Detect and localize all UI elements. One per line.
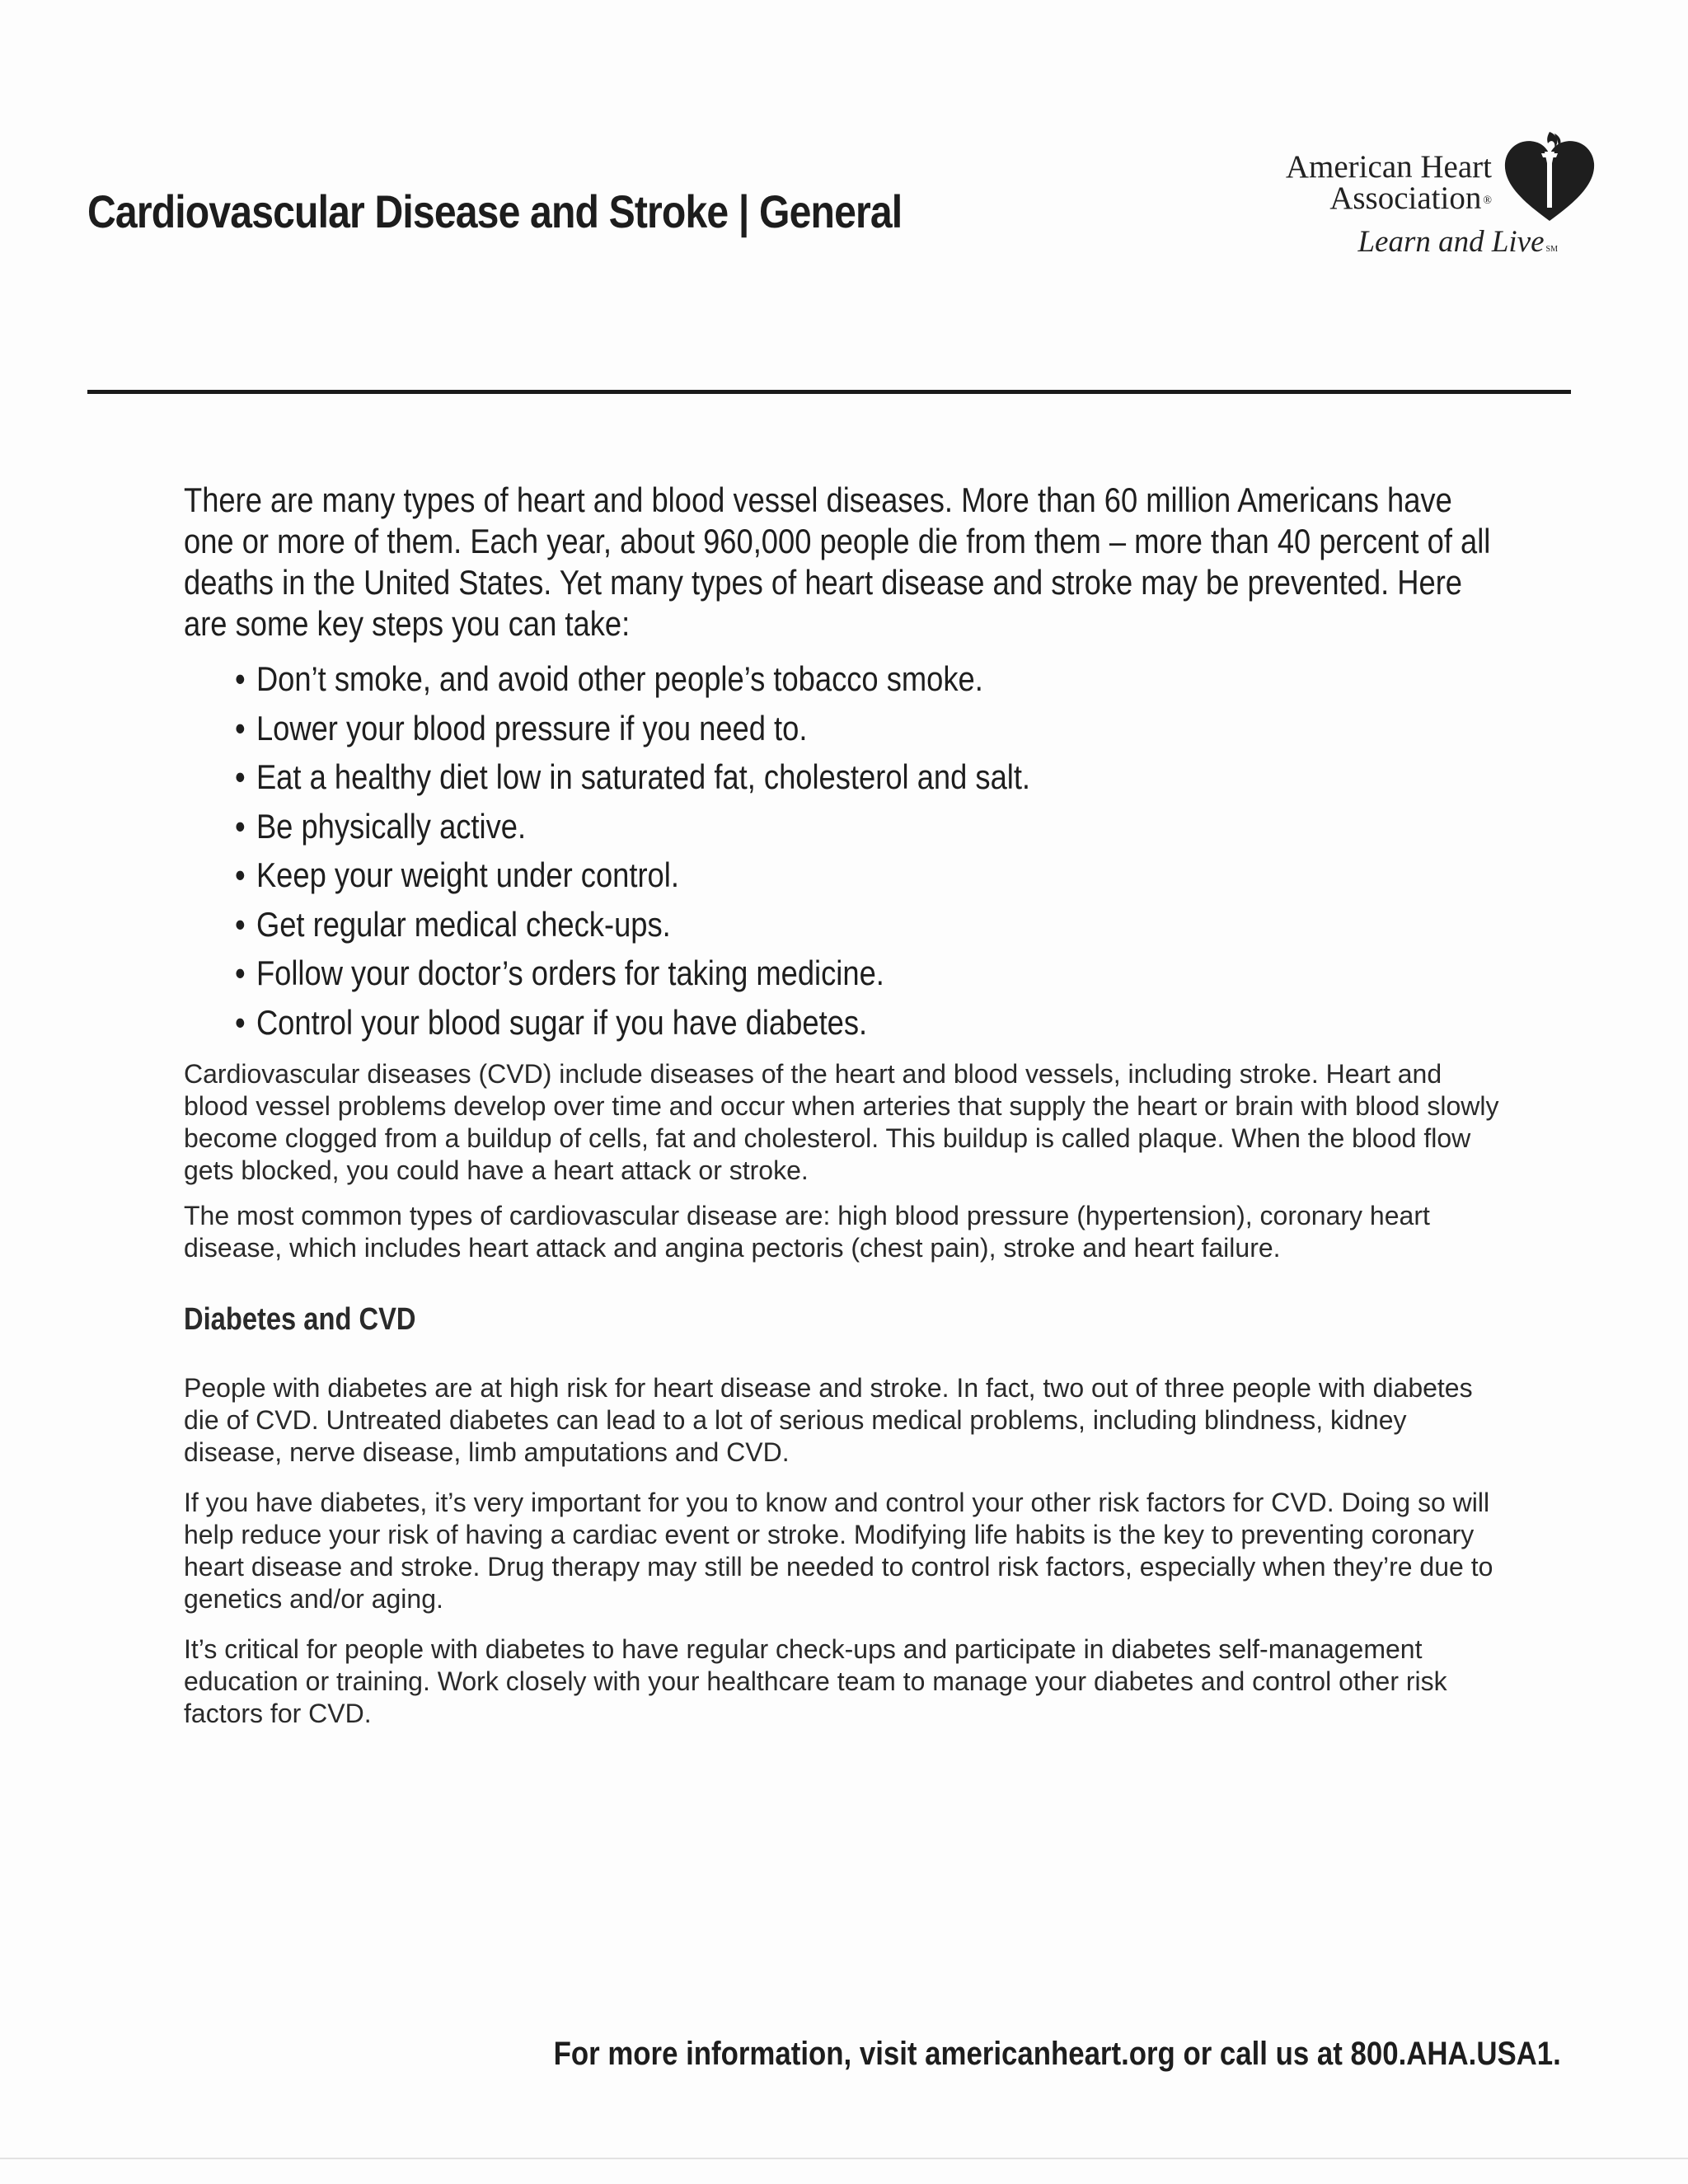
list-item-text: Get regular medical check-ups. [256, 904, 671, 944]
logo-tagline [1357, 224, 1558, 260]
list-item-text: Control your blood sugar if you have diabetes. [256, 1002, 868, 1042]
list-item-text: Keep your weight under control. [256, 855, 679, 894]
list-item [235, 998, 1331, 1047]
logo-line1-text: American Heart [1285, 149, 1492, 185]
list-item [235, 949, 1331, 998]
list-item [235, 704, 1331, 753]
bullet-icon: • [235, 659, 246, 698]
logo-line2-text: Association [1329, 180, 1482, 216]
diabetes-checkups-paragraph: It’s critical for people with diabetes to have regular check-ups and participate in diabetes self-management education or training. Work closely with your healthcare team to manage your diabetes and control other risk factors for CVD. [184, 1634, 1447, 1728]
list-item-text: Lower your blood pressure if you need to. [256, 708, 808, 748]
registered-mark: ® [1483, 194, 1492, 208]
section-heading-diabetes: Diabetes and CVD [184, 1302, 416, 1337]
logo-name-line2 [1329, 180, 1492, 217]
footer-contact-info: For more information, visit americanheart.org or call us at 800.AHA.USA1. [553, 2036, 1561, 2072]
list-item [235, 654, 1331, 704]
list-item [235, 851, 1331, 900]
cvd-definition-paragraph: Cardiovascular diseases (CVD) include diseases of the heart and blood vessels, including stroke. Heart and blood vessel problems develop over time and occur when arteries that supply the heart or brain with blood slowly become clogged from a buildup of cells, fat and cholesterol. This buildup is called plaque. When the blood flow gets blocked, you could have a heart attack or stroke. [184, 1059, 1499, 1185]
list-item [235, 752, 1331, 802]
main-content [184, 480, 1503, 1730]
list-item [235, 900, 1331, 949]
bullet-icon: • [235, 1002, 246, 1042]
list-item-text: Follow your doctor’s orders for taking medicine. [256, 954, 884, 992]
page-bottom-edge [0, 2158, 1688, 2159]
page-title: Cardiovascular Disease and Stroke | General [87, 185, 903, 237]
key-steps-list [184, 654, 1503, 1047]
bullet-icon: • [235, 954, 246, 992]
diabetes-control-paragraph: If you have diabetes, it’s very important for you to know and control your other risk factors for CVD. Doing so will help reduce your risk of having a cardiac event or stroke. Modifying life habits is the key to preventing coronary heart disease and stroke. Drug therapy may still be needed to control risk factors, especially when they’re due to genetics and/or aging. [184, 1488, 1493, 1614]
heart-torch-icon [1500, 129, 1599, 227]
bullet-icon: • [235, 904, 246, 944]
service-mark: SM [1545, 245, 1558, 254]
bullet-icon: • [235, 708, 246, 748]
list-item-text: Eat a healthy diet low in saturated fat, cholesterol and salt. [256, 757, 1031, 796]
bullet-icon: • [235, 757, 246, 796]
list-item [235, 802, 1331, 851]
intro-paragraph: There are many types of heart and blood vessel diseases. More than 60 million Americans have one or more of them. Each year, about 960,000 people die from them – more than 40 percent of all deaths in the United States. Yet many types of heart disease and stroke may be prevented. Here are some key steps you can take: [184, 480, 1491, 643]
list-item-text: Be physically active. [256, 806, 527, 846]
header-divider [87, 390, 1571, 394]
list-item-text: Don’t smoke, and avoid other people’s tobacco smoke. [256, 659, 983, 698]
bullet-icon: • [235, 806, 246, 846]
logo-tagline-text: Learn and Live [1357, 225, 1545, 259]
cvd-types-paragraph: The most common types of cardiovascular disease are: high blood pressure (hypertension), coronary heart disease, which includes heart attack and angina pectoris (chest pain), stroke and heart failure. [184, 1201, 1430, 1263]
aha-logo [1269, 124, 1599, 264]
diabetes-risk-paragraph: People with diabetes are at high risk for heart disease and stroke. In fact, two out of three people with diabetes die of CVD. Untreated diabetes can lead to a lot of serious medical problems, including blindness, kidney disease, nerve disease, limb amputations and CVD. [184, 1373, 1473, 1467]
bullet-icon: • [235, 855, 246, 894]
